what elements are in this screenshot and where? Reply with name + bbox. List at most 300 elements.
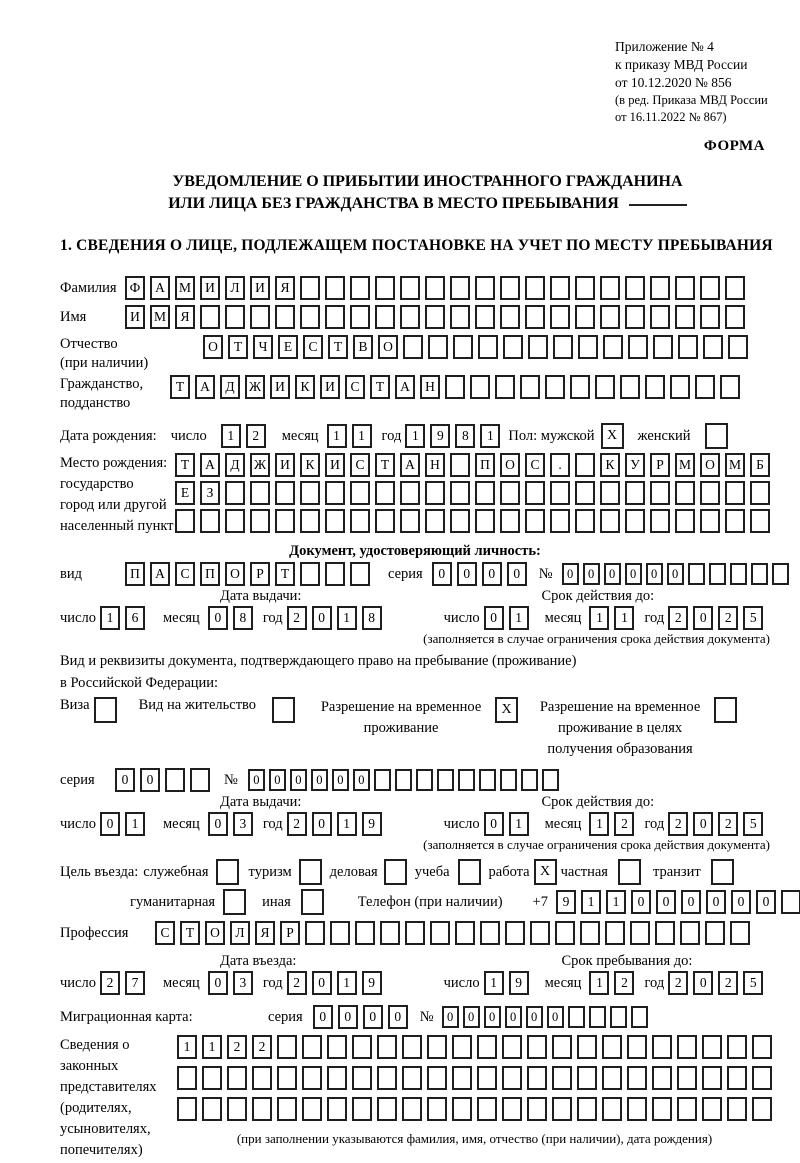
char-cell[interactable] [605,921,625,945]
char-cell[interactable]: 0 [484,812,504,836]
char-cell[interactable] [627,1066,647,1090]
char-cell[interactable] [727,1035,747,1059]
char-cell[interactable] [675,276,695,300]
char-cell[interactable]: 0 [332,769,349,791]
char-cell[interactable] [437,769,454,791]
char-cell[interactable]: 1 [480,424,500,448]
char-cell[interactable] [500,509,520,533]
char-cell[interactable] [675,305,695,329]
char-cell[interactable] [725,276,745,300]
char-cell[interactable]: А [150,276,170,300]
char-cell[interactable] [725,509,745,533]
char-cell[interactable] [305,921,325,945]
char-cell[interactable] [402,1035,422,1059]
char-cell[interactable] [727,1066,747,1090]
temp-residence-edu-checkbox-cell[interactable] [714,697,737,723]
char-cell[interactable]: 0 [756,890,776,914]
char-cell[interactable] [470,375,490,399]
transit-checkbox-cell[interactable] [711,859,734,885]
char-cell[interactable] [700,509,720,533]
char-cell[interactable]: 1 [484,971,504,995]
char-cell[interactable] [252,1097,272,1121]
char-cell[interactable] [675,509,695,533]
char-cell[interactable] [552,1035,572,1059]
char-cell[interactable] [453,335,473,359]
char-cell[interactable] [550,305,570,329]
char-cell[interactable] [730,921,750,945]
char-cell[interactable]: 2 [718,812,738,836]
char-cell[interactable] [350,305,370,329]
char-cell[interactable]: 0 [312,606,332,630]
char-cell[interactable] [477,1066,497,1090]
char-cell[interactable]: . [550,453,570,477]
char-cell[interactable] [589,1006,606,1028]
char-cell[interactable]: 0 [463,1006,480,1028]
char-cell[interactable]: 1 [337,971,357,995]
char-cell[interactable] [416,769,433,791]
char-cell[interactable] [400,276,420,300]
char-cell[interactable] [500,305,520,329]
char-cell[interactable] [458,769,475,791]
char-cell[interactable]: 0 [208,812,228,836]
char-cell[interactable]: Е [175,481,195,505]
char-cell[interactable] [355,921,375,945]
char-cell[interactable]: А [200,453,220,477]
char-cell[interactable] [570,375,590,399]
char-cell[interactable] [427,1066,447,1090]
char-cell[interactable]: 0 [693,606,713,630]
char-cell[interactable]: 7 [125,971,145,995]
char-cell[interactable]: И [275,453,295,477]
char-cell[interactable] [275,481,295,505]
char-cell[interactable]: Т [180,921,200,945]
char-cell[interactable] [475,305,495,329]
char-cell[interactable] [400,481,420,505]
char-cell[interactable] [577,1066,597,1090]
char-cell[interactable] [375,305,395,329]
char-cell[interactable] [505,921,525,945]
char-cell[interactable]: К [300,453,320,477]
char-cell[interactable] [327,1066,347,1090]
char-cell[interactable] [542,769,559,791]
char-cell[interactable] [702,1066,722,1090]
char-cell[interactable] [580,921,600,945]
char-cell[interactable]: 0 [547,1006,564,1028]
char-cell[interactable] [702,1035,722,1059]
char-cell[interactable] [528,335,548,359]
char-cell[interactable] [603,335,623,359]
char-cell[interactable]: Т [375,453,395,477]
char-cell[interactable] [525,305,545,329]
char-cell[interactable]: 9 [556,890,576,914]
char-cell[interactable] [350,481,370,505]
char-cell[interactable] [653,335,673,359]
char-cell[interactable]: Т [370,375,390,399]
char-cell[interactable]: 0 [313,1005,333,1029]
char-cell[interactable] [202,1097,222,1121]
char-cell[interactable] [688,563,705,585]
char-cell[interactable]: 1 [589,971,609,995]
char-cell[interactable] [430,921,450,945]
char-cell[interactable] [200,305,220,329]
char-cell[interactable] [450,276,470,300]
private-checkbox-cell[interactable] [618,859,641,885]
char-cell[interactable] [325,481,345,505]
char-cell[interactable] [300,276,320,300]
char-cell[interactable] [200,509,220,533]
char-cell[interactable]: 0 [311,769,328,791]
char-cell[interactable] [752,1066,772,1090]
char-cell[interactable]: Т [328,335,348,359]
char-cell[interactable]: Т [175,453,195,477]
char-cell[interactable]: 9 [362,971,382,995]
char-cell[interactable] [350,276,370,300]
char-cell[interactable] [752,1097,772,1121]
char-cell[interactable] [450,305,470,329]
char-cell[interactable]: Е [278,335,298,359]
char-cell[interactable] [502,1097,522,1121]
char-cell[interactable] [575,481,595,505]
char-cell[interactable]: Я [175,305,195,329]
char-cell[interactable]: 6 [125,606,145,630]
char-cell[interactable]: 1 [405,424,425,448]
char-cell[interactable]: 0 [100,812,120,836]
char-cell[interactable]: 0 [604,563,621,585]
char-cell[interactable]: 0 [115,768,135,792]
char-cell[interactable] [527,1066,547,1090]
char-cell[interactable] [550,481,570,505]
char-cell[interactable] [677,1035,697,1059]
char-cell[interactable] [325,305,345,329]
char-cell[interactable] [450,453,470,477]
char-cell[interactable]: Я [255,921,275,945]
tourism-checkbox-cell[interactable] [299,859,322,885]
char-cell[interactable] [650,509,670,533]
char-cell[interactable]: З [200,481,220,505]
char-cell[interactable] [190,768,210,792]
business-checkbox-cell[interactable] [384,859,407,885]
char-cell[interactable]: 1 [337,812,357,836]
char-cell[interactable]: 0 [482,562,502,586]
char-cell[interactable]: 5 [743,606,763,630]
char-cell[interactable] [602,1097,622,1121]
char-cell[interactable] [302,1066,322,1090]
char-cell[interactable]: 2 [100,971,120,995]
char-cell[interactable] [725,481,745,505]
char-cell[interactable]: 2 [668,606,688,630]
char-cell[interactable]: Ж [250,453,270,477]
char-cell[interactable]: 8 [362,606,382,630]
char-cell[interactable]: Н [425,453,445,477]
char-cell[interactable] [577,1097,597,1121]
char-cell[interactable]: М [675,453,695,477]
female-checkbox-cell[interactable] [705,423,728,449]
char-cell[interactable] [650,276,670,300]
char-cell[interactable] [427,1097,447,1121]
char-cell[interactable]: 0 [290,769,307,791]
char-cell[interactable] [500,276,520,300]
char-cell[interactable]: Т [170,375,190,399]
char-cell[interactable]: 2 [668,971,688,995]
char-cell[interactable]: 0 [208,971,228,995]
char-cell[interactable]: Ж [245,375,265,399]
char-cell[interactable] [352,1035,372,1059]
char-cell[interactable]: 0 [693,971,713,995]
char-cell[interactable]: О [203,335,223,359]
char-cell[interactable] [277,1066,297,1090]
char-cell[interactable]: 2 [614,971,634,995]
char-cell[interactable] [695,375,715,399]
char-cell[interactable]: С [345,375,365,399]
char-cell[interactable] [350,509,370,533]
char-cell[interactable]: 0 [731,890,751,914]
char-cell[interactable]: А [195,375,215,399]
char-cell[interactable]: Д [220,375,240,399]
char-cell[interactable]: О [500,453,520,477]
char-cell[interactable]: Ч [253,335,273,359]
char-cell[interactable] [600,481,620,505]
char-cell[interactable] [678,335,698,359]
char-cell[interactable] [450,509,470,533]
char-cell[interactable]: 0 [312,971,332,995]
char-cell[interactable]: О [205,921,225,945]
char-cell[interactable] [620,375,640,399]
char-cell[interactable] [553,335,573,359]
char-cell[interactable] [568,1006,585,1028]
char-cell[interactable] [680,921,700,945]
char-cell[interactable] [751,563,768,585]
char-cell[interactable] [475,481,495,505]
char-cell[interactable] [175,509,195,533]
char-cell[interactable] [455,921,475,945]
char-cell[interactable] [225,305,245,329]
visa-checkbox-cell[interactable] [94,697,117,723]
char-cell[interactable]: 0 [388,1005,408,1029]
char-cell[interactable]: 0 [248,769,265,791]
char-cell[interactable] [427,1035,447,1059]
char-cell[interactable] [625,481,645,505]
char-cell[interactable] [725,305,745,329]
char-cell[interactable] [327,1097,347,1121]
char-cell[interactable]: В [353,335,373,359]
char-cell[interactable] [705,921,725,945]
char-cell[interactable] [772,563,789,585]
char-cell[interactable] [720,375,740,399]
char-cell[interactable] [750,481,770,505]
char-cell[interactable] [452,1066,472,1090]
char-cell[interactable] [400,305,420,329]
char-cell[interactable]: 2 [287,812,307,836]
char-cell[interactable] [375,509,395,533]
char-cell[interactable] [625,305,645,329]
char-cell[interactable] [675,481,695,505]
char-cell[interactable]: Я [275,276,295,300]
char-cell[interactable] [325,509,345,533]
char-cell[interactable] [527,1035,547,1059]
char-cell[interactable]: М [150,305,170,329]
char-cell[interactable]: Л [225,276,245,300]
char-cell[interactable] [652,1035,672,1059]
char-cell[interactable] [575,305,595,329]
char-cell[interactable] [425,276,445,300]
char-cell[interactable]: 9 [430,424,450,448]
char-cell[interactable] [250,481,270,505]
char-cell[interactable]: И [270,375,290,399]
char-cell[interactable] [452,1097,472,1121]
char-cell[interactable]: К [295,375,315,399]
char-cell[interactable]: 0 [353,769,370,791]
char-cell[interactable] [520,375,540,399]
char-cell[interactable]: 2 [668,812,688,836]
char-cell[interactable]: 8 [233,606,253,630]
char-cell[interactable] [500,769,517,791]
char-cell[interactable] [550,509,570,533]
char-cell[interactable]: 0 [432,562,452,586]
char-cell[interactable] [480,921,500,945]
humanitarian-checkbox-cell[interactable] [223,889,246,915]
char-cell[interactable] [165,768,185,792]
char-cell[interactable] [577,1035,597,1059]
char-cell[interactable] [521,769,538,791]
char-cell[interactable] [225,509,245,533]
char-cell[interactable]: 0 [507,562,527,586]
char-cell[interactable]: 0 [457,562,477,586]
char-cell[interactable]: Р [250,562,270,586]
char-cell[interactable] [730,563,747,585]
char-cell[interactable] [670,375,690,399]
char-cell[interactable] [450,481,470,505]
char-cell[interactable]: М [725,453,745,477]
char-cell[interactable] [575,509,595,533]
char-cell[interactable] [177,1066,197,1090]
char-cell[interactable] [655,921,675,945]
char-cell[interactable]: 1 [581,890,601,914]
char-cell[interactable] [400,509,420,533]
char-cell[interactable]: 1 [327,424,347,448]
char-cell[interactable] [327,1035,347,1059]
char-cell[interactable]: И [325,453,345,477]
char-cell[interactable] [502,1066,522,1090]
char-cell[interactable] [374,769,391,791]
char-cell[interactable] [377,1035,397,1059]
char-cell[interactable] [352,1097,372,1121]
char-cell[interactable] [625,276,645,300]
temp-residence-checkbox-cell[interactable]: X [495,697,518,723]
char-cell[interactable]: 2 [614,812,634,836]
char-cell[interactable] [227,1097,247,1121]
char-cell[interactable]: 8 [455,424,475,448]
char-cell[interactable]: Т [228,335,248,359]
char-cell[interactable] [610,1006,627,1028]
char-cell[interactable] [428,335,448,359]
char-cell[interactable] [550,276,570,300]
char-cell[interactable] [702,1097,722,1121]
residence-permit-checkbox-cell[interactable] [272,697,295,723]
char-cell[interactable] [377,1097,397,1121]
char-cell[interactable]: 1 [589,812,609,836]
char-cell[interactable]: О [700,453,720,477]
char-cell[interactable] [575,453,595,477]
char-cell[interactable] [703,335,723,359]
char-cell[interactable] [477,1097,497,1121]
char-cell[interactable] [602,1066,622,1090]
char-cell[interactable]: 9 [362,812,382,836]
char-cell[interactable] [502,1035,522,1059]
char-cell[interactable]: П [200,562,220,586]
char-cell[interactable] [377,1066,397,1090]
char-cell[interactable]: 0 [646,563,663,585]
char-cell[interactable] [425,481,445,505]
char-cell[interactable] [552,1066,572,1090]
char-cell[interactable] [578,335,598,359]
char-cell[interactable]: 1 [202,1035,222,1059]
char-cell[interactable] [202,1066,222,1090]
char-cell[interactable]: 2 [718,606,738,630]
char-cell[interactable]: Р [280,921,300,945]
char-cell[interactable] [750,509,770,533]
char-cell[interactable]: 2 [287,971,307,995]
char-cell[interactable]: 0 [631,890,651,914]
char-cell[interactable]: 0 [656,890,676,914]
char-cell[interactable]: А [150,562,170,586]
char-cell[interactable] [700,481,720,505]
char-cell[interactable] [677,1066,697,1090]
char-cell[interactable] [631,1006,648,1028]
other-checkbox-cell[interactable] [301,889,324,915]
char-cell[interactable]: С [175,562,195,586]
char-cell[interactable] [645,375,665,399]
char-cell[interactable]: 0 [562,563,579,585]
char-cell[interactable] [350,562,370,586]
char-cell[interactable]: А [395,375,415,399]
char-cell[interactable] [602,1035,622,1059]
char-cell[interactable]: 2 [252,1035,272,1059]
char-cell[interactable]: Б [750,453,770,477]
char-cell[interactable]: 0 [442,1006,459,1028]
char-cell[interactable] [677,1097,697,1121]
char-cell[interactable]: 2 [227,1035,247,1059]
char-cell[interactable]: Р [650,453,670,477]
char-cell[interactable] [452,1035,472,1059]
char-cell[interactable]: 0 [484,1006,501,1028]
male-checkbox-cell[interactable]: X [601,423,624,449]
char-cell[interactable] [275,509,295,533]
char-cell[interactable] [627,1097,647,1121]
char-cell[interactable] [475,276,495,300]
char-cell[interactable]: 0 [583,563,600,585]
char-cell[interactable]: 0 [312,812,332,836]
char-cell[interactable]: 0 [667,563,684,585]
char-cell[interactable]: 1 [509,606,529,630]
char-cell[interactable] [709,563,726,585]
char-cell[interactable] [300,305,320,329]
char-cell[interactable] [300,562,320,586]
char-cell[interactable] [630,921,650,945]
char-cell[interactable] [277,1035,297,1059]
char-cell[interactable] [300,481,320,505]
char-cell[interactable] [545,375,565,399]
char-cell[interactable] [402,1066,422,1090]
char-cell[interactable]: П [475,453,495,477]
char-cell[interactable]: 0 [693,812,713,836]
char-cell[interactable] [250,509,270,533]
char-cell[interactable] [227,1066,247,1090]
char-cell[interactable]: 1 [125,812,145,836]
char-cell[interactable]: А [400,453,420,477]
char-cell[interactable] [405,921,425,945]
char-cell[interactable] [403,335,423,359]
char-cell[interactable] [781,890,800,914]
